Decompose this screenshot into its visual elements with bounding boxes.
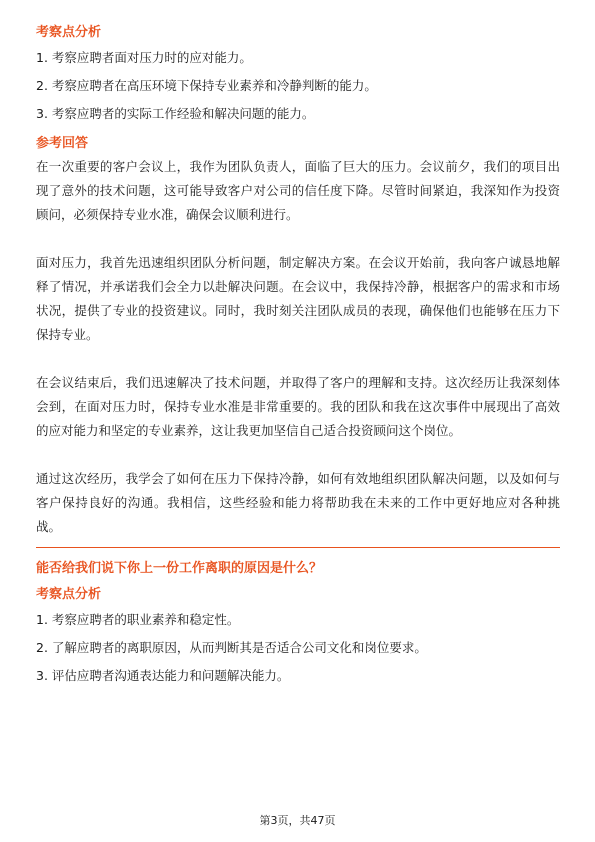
list-item: 2. 考察应聘者在高压环境下保持专业素养和冷静判断的能力。 xyxy=(36,78,377,93)
answer-body xyxy=(36,155,560,539)
list-item: 1. 考察应聘者的职业素养和稳定性。 xyxy=(36,612,240,627)
list-item: 2. 了解应聘者的离职原因，从而判断其是否适合公司文化和岗位要求。 xyxy=(36,640,427,655)
answer-paragraph: 在会议结束后，我们迅速解决了技术问题，并取得了客户的理解和支持。这次经历让我深刻体会到，在面对压力时，保持专业水准是非常重要的。我的团队和我在这次事件中展现出了高效的应对能力和坚定的专业素养，这让我更加坚信自己适合投资顾问这个岗位。 xyxy=(36,375,560,438)
list-item: 3. 评估应聘者沟通表达能力和问题解决能力。 xyxy=(36,668,290,683)
answer-paragraph: 通过这次经历，我学会了如何在压力下保持冷静，如何有效地组织团队解决问题，以及如何与客户保持良好的沟通。我相信，这些经验和能力将帮助我在未来的工作中更好地应对各种挑战。 xyxy=(36,471,560,534)
list-item: 3. 考察应聘者的实际工作经验和解决问题的能力。 xyxy=(36,106,315,121)
list-item: 1. 考察应聘者面对压力时的应对能力。 xyxy=(36,50,252,65)
analysis-list xyxy=(36,611,560,685)
answer-paragraph: 面对压力，我首先迅速组织团队分析问题，制定解决方案。在会议开始前，我向客户诚恳地解释了情况，并承诺我们会全力以赴解决问题。在会议中，我保持冷静，根据客户的需求和市场状况，提供了专业的投资建议。同时，我时刻关注团队成员的表现，确保他们也能够在压力下保持专业。 xyxy=(36,255,560,342)
answer-paragraph: 在一次重要的客户会议上，我作为团队负责人，面临了巨大的压力。会议前夕，我们的项目出现了意外的技术问题，这可能导致客户对公司的信任度下降。尽管时间紧迫，我深知作为投资顾问，必须保持专业水准，确保会议顺利进行。 xyxy=(36,159,560,222)
analysis-heading: 考察点分析 xyxy=(36,587,102,602)
answer-heading: 参考回答 xyxy=(36,136,89,151)
page-number: 第3页，共47页 xyxy=(259,814,336,827)
analysis-list xyxy=(36,49,560,123)
question-heading: 能否给我们说下你上一份工作离职的原因是什么？ xyxy=(36,561,323,576)
page-content xyxy=(36,24,560,685)
section-divider xyxy=(36,547,560,548)
analysis-heading: 考察点分析 xyxy=(36,25,102,40)
